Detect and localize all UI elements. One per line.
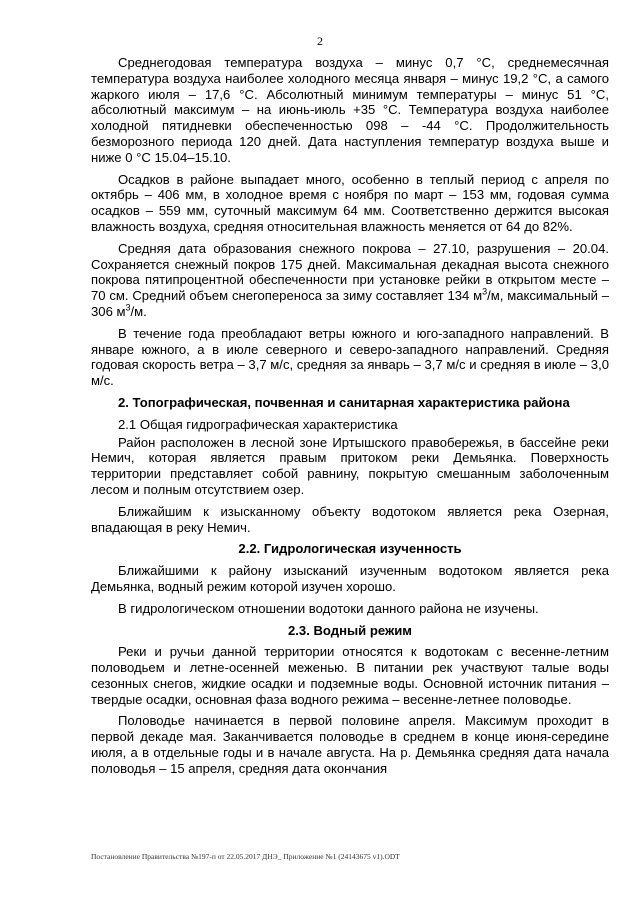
water-regime-paragraph: Реки и ручьи данной территории относятся к водотокам с весенне-летним половодьем и летне-осенней меженью. В питании рек участвуют талые воды сезонных снегов, жидкие осадки и подземные воды. Основной источник питания – твердые осадки, основная фаза водного режима – весенне-летнее половодье. — [91, 644, 609, 707]
cubic-superscript-2: 3 — [125, 302, 131, 313]
climate-snow-paragraph — [91, 241, 609, 320]
document-footer: Постановление Правительства №197-п от 22.05.2017 ДНЭ_ Приложение №1 (24143675 v1).ODT — [91, 852, 400, 861]
cubic-superscript-1: 3 — [482, 286, 488, 297]
flood-paragraph: Половодье начинается в первой половине апреля. Максимум проходит в первой декаде мая. Заканчивается половодье в среднем в конце июня-середине июля, а в отдельные годы и в начале августа. На р. Демьянка средняя дата начала половодья – 15 апреля, средняя дата окончания — [91, 713, 609, 776]
hydrology-studied-paragraph: Ближайшими к району изысканий изученным водотоком является река Демьянка, водный режим которой изучен хорошо. — [91, 563, 609, 594]
section-2-1-heading: 2.1 Общая гидрографическая характеристика — [118, 416, 398, 432]
nearest-watercourse-paragraph: Ближайшим к изысканному объекту водотоком является река Озерная, впадающая в реку Немич. — [91, 503, 609, 535]
snow-text-2: /м, максимальный – 306 м — [91, 288, 609, 319]
section-2-3-heading: 2.3. Водный режим — [288, 622, 412, 638]
hydrography-paragraph: Район расположен в лесной зоне Иртышского правобережья, в бассейне реки Немич, которая является правым притоком реки Демьянка. Поверхность территории представляет собой равнину, покрытую смешанным заболоченным лесом и полным отсутствием озер. — [91, 434, 609, 497]
section-2-heading: 2. Топографическая, почвенная и санитарная характеристика района — [118, 394, 570, 410]
page-content — [91, 55, 609, 783]
snow-text-1: Средняя дата образования снежного покрова – 27.10, разрушения – 20.04. Сохраняется снежный покров 175 дней. Максимальная декадная высота снежного покрова пятипроцентной обеспеченности при установке рейки в открытом месте – 70 см. Средний объем снегопереноса за зиму составляет 134 м — [91, 240, 609, 304]
climate-precipitation-paragraph: Осадков в районе выпадает много, особенно в теплый период с апреля по октябрь – 406 мм, в холодное время с ноября по март – 153 мм, годовая сумма осадков – 559 мм, суточный максимум 64 мм. Соответственно держится высокая влажность воздуха, средняя относительная влажность меняется от 64 до 82%. — [91, 171, 609, 234]
section-2-2-heading: 2.2. Гидрологическая изученность — [238, 541, 462, 557]
climate-temperature-paragraph: Среднегодовая температура воздуха – минус 0,7 °С, среднемесячная температура воздуха наиболее холодного месяца января – минус 19,2 °С, а самого жаркого июля – 17,6 °С. Абсолютный минимум температуры – минус 51 °С, абсолютный максимум – на июнь-июль +35 °С. Температура воздуха наиболее холодной пятидневки обеспеченностью 098 – -44 °С. Продолжительность безморозного периода 120 дней. Дата наступления температур воздуха выше и ниже 0 °С 15.04–15.10. — [91, 55, 609, 165]
hydrology-unstudied-paragraph: В гидрологическом отношении водотоки данного района не изучены. — [118, 600, 539, 616]
snow-text-3: /м. — [130, 303, 147, 319]
page-number: 2 — [317, 34, 323, 48]
climate-wind-paragraph: В течение года преобладают ветры южного и юго-западного направлений. В январе южного, а в июле северного и северо-западного направлений. Средняя годовая скорость ветра – 3,7 м/с, средняя за январь – 3,7 м/с и средняя в июле – 3,0 м/с. — [91, 325, 609, 389]
